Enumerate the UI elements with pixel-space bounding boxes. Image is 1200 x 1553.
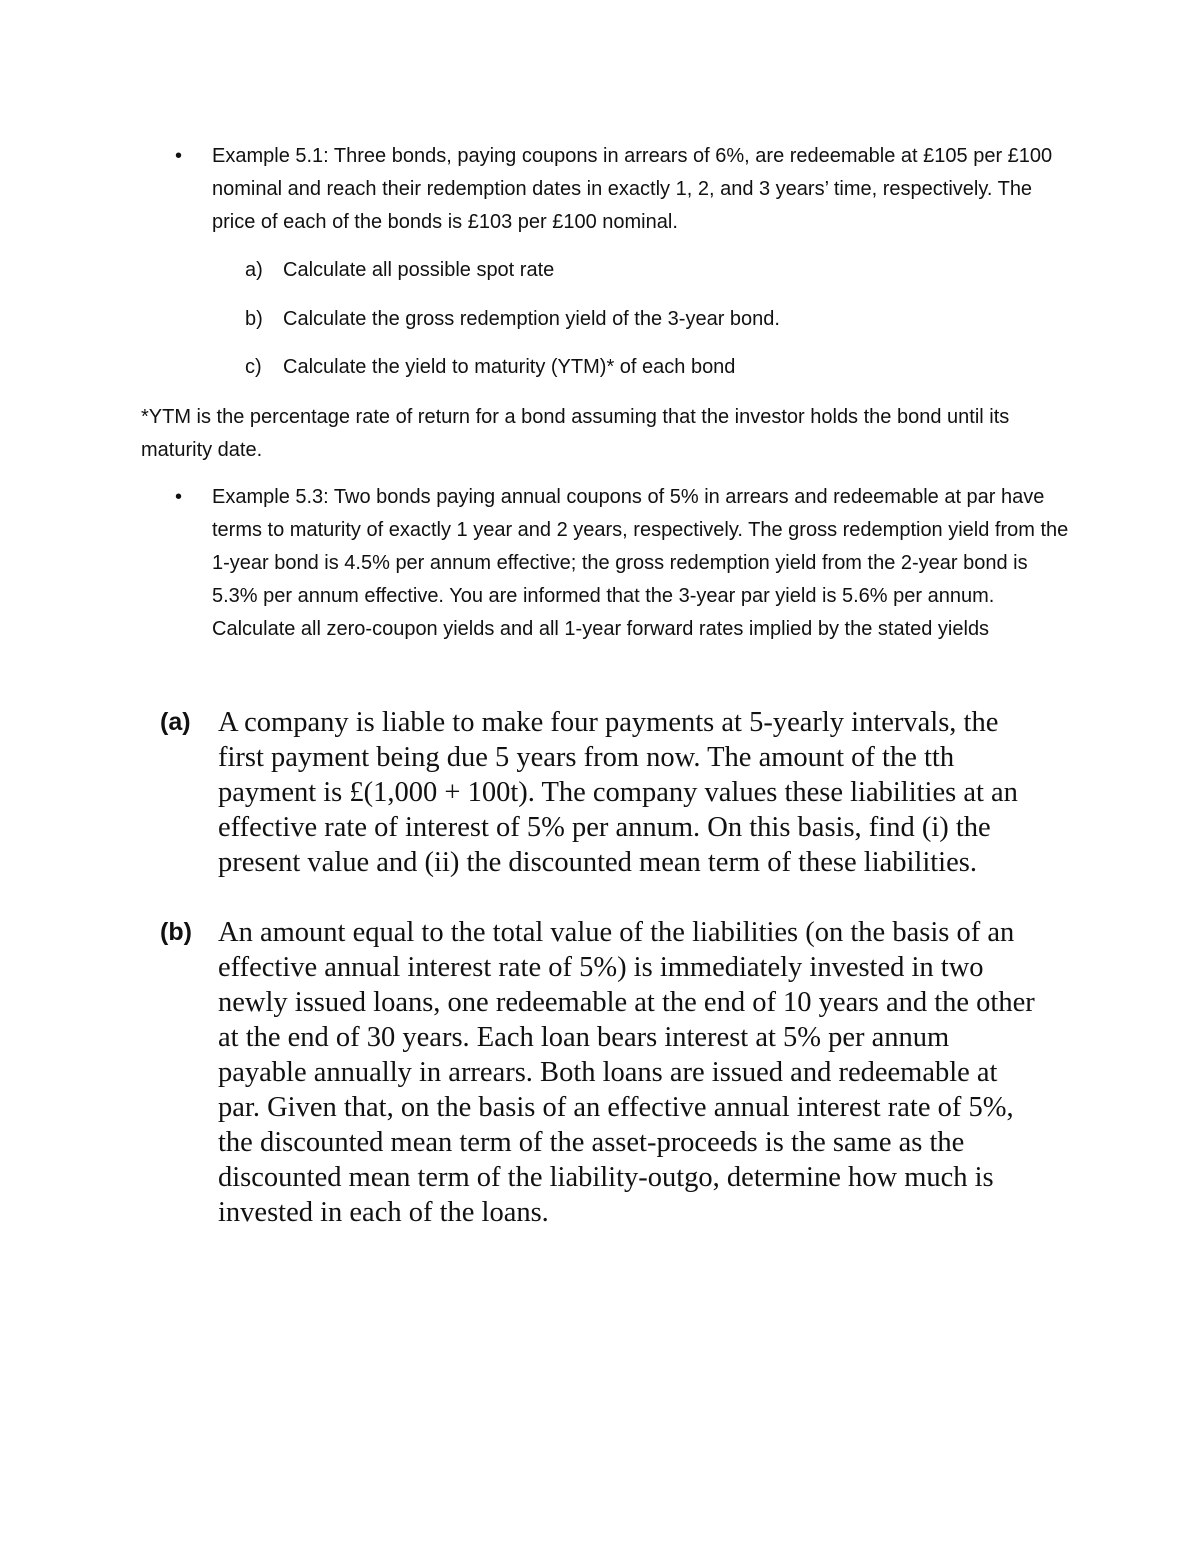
- example-5-3: [175, 481, 1072, 646]
- item-text: Calculate the gross redemption yield of the 3-year bond.: [283, 307, 780, 330]
- item-text: Calculate the yield to maturity (YTM)* of each bond: [283, 356, 736, 378]
- problem-b-label: (b): [160, 918, 192, 946]
- item-letter: b): [245, 307, 263, 330]
- item-letter: c): [245, 356, 262, 378]
- item-letter: a): [245, 259, 263, 281]
- example-5-3-text: Example 5.3: Two bonds paying annual coupons of 5% in arrears and redeemable at par have terms to maturity of exactly 1 year and 2 years, respectively. The gross redemption yield from the 1-year bond is 4.5% per annum effective; the gross redemption yield from the 2-year bond is 5.3% per annum effective. You are informed that the 3-year par yield is 5.6% per annum. Calculate all zero-coupon yields and all 1-year forward rates implied by the stated yields: [212, 486, 1069, 640]
- problem-a-label: (a): [160, 708, 191, 736]
- item-text: Calculate all possible spot rate: [283, 259, 555, 281]
- example-5-1: [175, 140, 1072, 239]
- problem-b-text: An amount equal to the total value of the liabilities (on the basis of an effective annual interest rate of 5%) is immediately invested in two newly issued loans, one redeemable at the end of 10 years and the other at the end of 30 years. Each loan bears interest at 5% per annum payable annually in arrears. Both loans are issued and redeemable at par. Given that, on the basis of an effective annual interest rate of 5%, the discounted mean term of the asset-proceeds is the same as the discounted mean term of the liability-outgo, determine how much is invested in each of the loans.: [218, 917, 1035, 1228]
- example-5-1-text: Example 5.1: Three bonds, paying coupons in arrears of 6%, are redeemable at £105 per £100 nominal and reach their redemption dates in exactly 1, 2, and 3 years’ time, respectively. The price of each of the bonds is £103 per £100 nominal.: [212, 145, 1053, 233]
- ytm-note: *YTM is the percentage rate of return for a bond assuming that the investor holds the bond until its maturity date.: [141, 406, 1010, 461]
- problem-a-text: A company is liable to make four payments at 5-yearly intervals, the first payment being due 5 years from now. The amount of the tth payment is £(1,000 + 100t). The company values these liabilities at an effective rate of interest of 5% per annum. On this basis, find (i) the present value and (ii) the discounted mean term of these liabilities.: [218, 707, 1018, 878]
- list-item: [245, 351, 1045, 384]
- bullet-marker: •: [175, 145, 183, 167]
- example-5-1-subitems: [245, 254, 1045, 400]
- list-item: [245, 303, 1045, 336]
- list-item: [245, 254, 1045, 287]
- bullet-marker: •: [175, 486, 183, 508]
